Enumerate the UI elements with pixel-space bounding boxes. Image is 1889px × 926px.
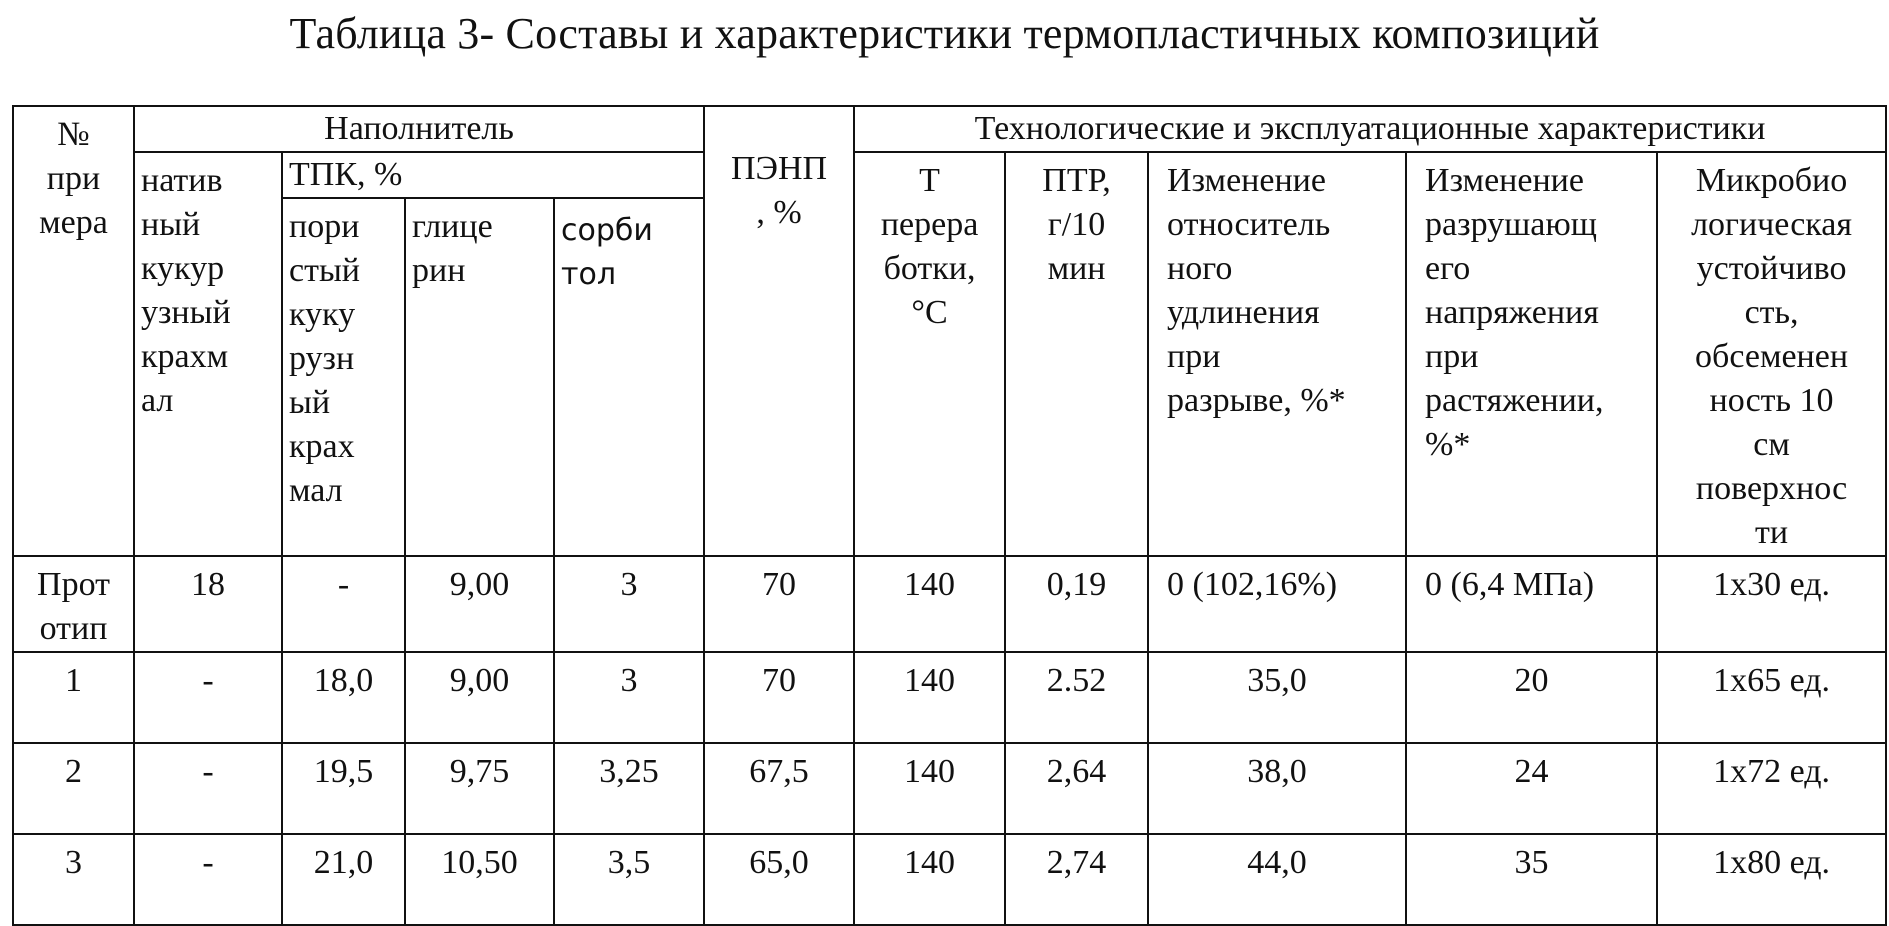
cell-native-starch: - (134, 834, 282, 925)
cell-elongation-change: 0 (102,16%) (1148, 556, 1406, 652)
cell-glycerin: 10,50 (405, 834, 554, 925)
cell-microbiological: 1х80 ед. (1657, 834, 1886, 925)
cell-mfr: 2,74 (1005, 834, 1148, 925)
cell-stress-change: 20 (1406, 652, 1657, 743)
table-caption: Таблица 3- Составы и характеристики термопластичных композиций (289, 9, 1600, 58)
header-microbiological-stability: Микробио логическая устойчиво сть, обсеменен ность 10 см поверхнос ти (1657, 152, 1886, 556)
cell-temperature: 140 (854, 652, 1005, 743)
cell-sorbitol: 3,25 (554, 743, 704, 834)
header-glycerin: глице рин (405, 198, 554, 556)
cell-sorbitol: 3 (554, 556, 704, 652)
cell-example-number: 1 (13, 652, 134, 743)
cell-example-number: Прот отип (13, 556, 134, 652)
cell-elongation-change: 44,0 (1148, 834, 1406, 925)
cell-temperature: 140 (854, 743, 1005, 834)
header-ldpe: ПЭНП , % (704, 106, 854, 556)
cell-native-starch: 18 (134, 556, 282, 652)
header-filler: Наполнитель (134, 106, 704, 152)
cell-porous-starch: - (282, 556, 405, 652)
header-tech-characteristics: Технологические и эксплуатационные характеристики (854, 106, 1886, 152)
cell-porous-starch: 19,5 (282, 743, 405, 834)
table-row (13, 556, 1886, 652)
cell-temperature: 140 (854, 834, 1005, 925)
cell-stress-change: 0 (6,4 МПа) (1406, 556, 1657, 652)
cell-elongation-change: 35,0 (1148, 652, 1406, 743)
header-sorbitol: сорби тол (554, 198, 704, 556)
cell-microbiological: 1х30 ед. (1657, 556, 1886, 652)
cell-mfr: 2,64 (1005, 743, 1148, 834)
header-tpk: ТПК, % (282, 152, 704, 198)
header-porous-starch: пори стый куку рузн ый крах мал (282, 198, 405, 556)
table-row (13, 834, 1886, 925)
header-melt-flow-rate: ПТР, г/10 мин (1005, 152, 1148, 556)
table-row (13, 743, 1886, 834)
cell-native-starch: - (134, 652, 282, 743)
header-stress-change: Изменение разрушающ его напряжения при растяжении, %* (1406, 152, 1657, 556)
cell-example-number: 3 (13, 834, 134, 925)
cell-mfr: 2.52 (1005, 652, 1148, 743)
cell-porous-starch: 21,0 (282, 834, 405, 925)
cell-glycerin: 9,00 (405, 556, 554, 652)
cell-ldpe: 65,0 (704, 834, 854, 925)
header-native-starch: натив ный кукур узный крахм ал (134, 152, 282, 556)
composition-table (12, 105, 1887, 926)
cell-stress-change: 35 (1406, 834, 1657, 925)
cell-microbiological: 1х72 ед. (1657, 743, 1886, 834)
cell-glycerin: 9,00 (405, 652, 554, 743)
cell-microbiological: 1х65 ед. (1657, 652, 1886, 743)
header-example-number: № при мера (13, 106, 134, 556)
cell-mfr: 0,19 (1005, 556, 1148, 652)
cell-porous-starch: 18,0 (282, 652, 405, 743)
cell-elongation-change: 38,0 (1148, 743, 1406, 834)
cell-ldpe: 67,5 (704, 743, 854, 834)
cell-stress-change: 24 (1406, 743, 1657, 834)
cell-sorbitol: 3,5 (554, 834, 704, 925)
cell-ldpe: 70 (704, 652, 854, 743)
header-processing-temperature: Т перера ботки, °С (854, 152, 1005, 556)
table-row (13, 652, 1886, 743)
cell-native-starch: - (134, 743, 282, 834)
cell-ldpe: 70 (704, 556, 854, 652)
cell-sorbitol: 3 (554, 652, 704, 743)
cell-example-number: 2 (13, 743, 134, 834)
header-elongation-change: Изменение относитель ного удлинения при разрыве, %* (1148, 152, 1406, 556)
cell-temperature: 140 (854, 556, 1005, 652)
cell-glycerin: 9,75 (405, 743, 554, 834)
